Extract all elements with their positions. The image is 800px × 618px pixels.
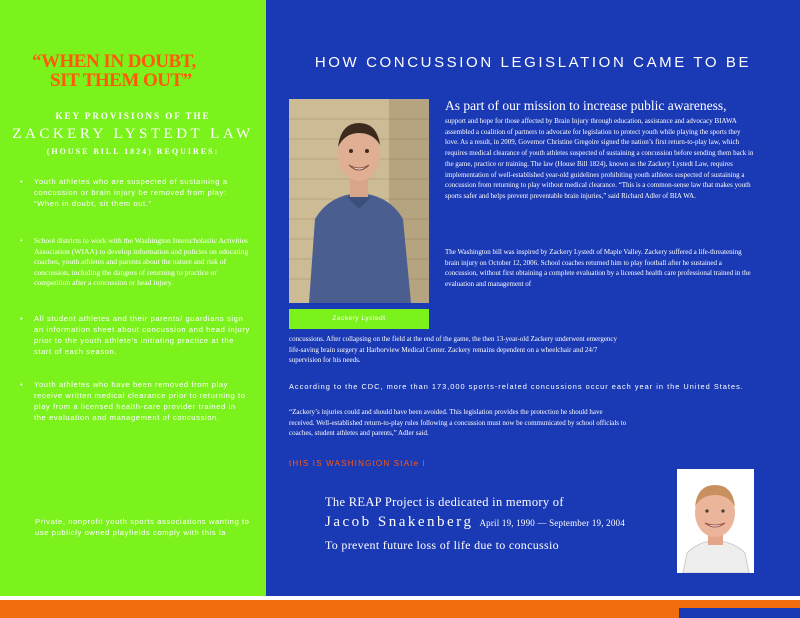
body-paragraph-2: The Washington bill was inspired by Zackery Lystedt of Maple Valley. Zackery suffered a life-threatening brain injury on October 12, 2006. School coaches returned him to play football after he sustained a concussion, without first obtaining a complete evaluation by a licensed health care professional trained in the evaluation and management of (445, 248, 751, 289)
portrait-illustration (677, 469, 754, 573)
private-associations-note: Private, nonprofit youth sports associations wanting to use publicly owned playfields comply with this la (35, 517, 250, 537)
bill-number-label: (HOUSE BILL 1824) REQUIRES: (46, 147, 220, 156)
provisions-list (18, 176, 250, 450)
body-paragraph-3: concussions. After collapsing on the field at the end of the game, the then 13-year-old Zackery underwent emergency life-saving brain surgery at Harborview Medical Center. Zackery remains dependent on a wheelchair and 24/7 supervision for his needs. (289, 335, 618, 365)
pull-quote-line1: “WHEN IN DOUBT, (32, 51, 196, 72)
cdc-statistic: According to the CDC, more than 173,000 sports-related concussions occur each year in the United States. (289, 382, 744, 391)
page-title: HOW CONCUSSION LEGISLATION CAME TO BE (314, 54, 752, 71)
state-tagline: tHIS IS WASHINGtON StAte l (289, 459, 426, 468)
jacob-portrait (677, 469, 754, 573)
provision-item: • Youth athletes who have been removed from play receive written medical clearance prior to returning to play from a licensed health-care provider trained in the evaluation and management of concussion. (18, 379, 250, 423)
person-photo-illustration (289, 99, 429, 303)
memorial-purpose: To prevent future loss of life due to concussio (325, 538, 559, 552)
provision-item: • All student athletes and their parents/ guardians sign an information sheet about concussion and head injury prior to the youth athlete’s initiating practice at the start of each season. (18, 313, 250, 357)
pull-quote-line2: SIT THEM OUT” (50, 70, 192, 91)
key-provisions-label: KEY PROVISIONS OF THE (55, 111, 211, 121)
body-paragraph-1: support and hope for those affected by Brain Injury through education, assistance and advocacy BIAWA assembled a coalition of partners to advocate for legislation to protect youth while playing the sports they love. As a result, in 2009, Governor Christine Gregoire signed the nation’s first return-to-play law, which requires medical clearance of youth athletes suspected of sustaining a concussion before sending them back in the game, practice or training. The law (House Bill 1824), known as the Zackery Lystedt Law, requires implementation of well-established year-old guidelines prohibiting youth athletes suspected of sustaining a concussion from returning to play without medical clearance. “This is a common-sense law that makes youth sports safer and helps prevent preventable brain injuries,” said Richard Adler of BIA WA. (445, 117, 754, 200)
adler-quote: “Zackery’s injuries could and should have been avoided. This legislation provides the protection he should have received. Well-established return-to-play rules following a concussion must now be communicated by school officials to coaches, student athletes and parents,” Adler said. (289, 408, 627, 438)
bottom-blue-bar (679, 608, 800, 618)
photo-caption: Zackery Lystedt (289, 309, 429, 329)
lead-sentence: As part of our mission to increase public awareness, (445, 98, 727, 113)
provision-item: • School districts to work with the Washington Interscholastic Activities Association (WIAA) to develop information and policies on educating coaches, youth athletes and parents about the nature and risk of concussion, including the dangers of returning to practice or competition after a concussion or head injury. (18, 236, 250, 289)
zackery-photo (289, 99, 429, 303)
memorial-dates: April 19, 1990 — September 19, 2004 (479, 518, 625, 528)
pull-quote (32, 52, 262, 90)
memorial-name: Jacob Snakenberg (325, 514, 474, 530)
provision-item: • Youth athletes who are suspected of sustaining a concussion or brain injury be removed from play: “When in doubt, sit them out.” (18, 176, 250, 209)
memorial-name-line (325, 514, 625, 531)
memorial-dedication: The REAP Project is dedicated in memory of (325, 495, 564, 509)
law-name-heading: ZACKERY LYSTEDT LAW (12, 126, 254, 142)
